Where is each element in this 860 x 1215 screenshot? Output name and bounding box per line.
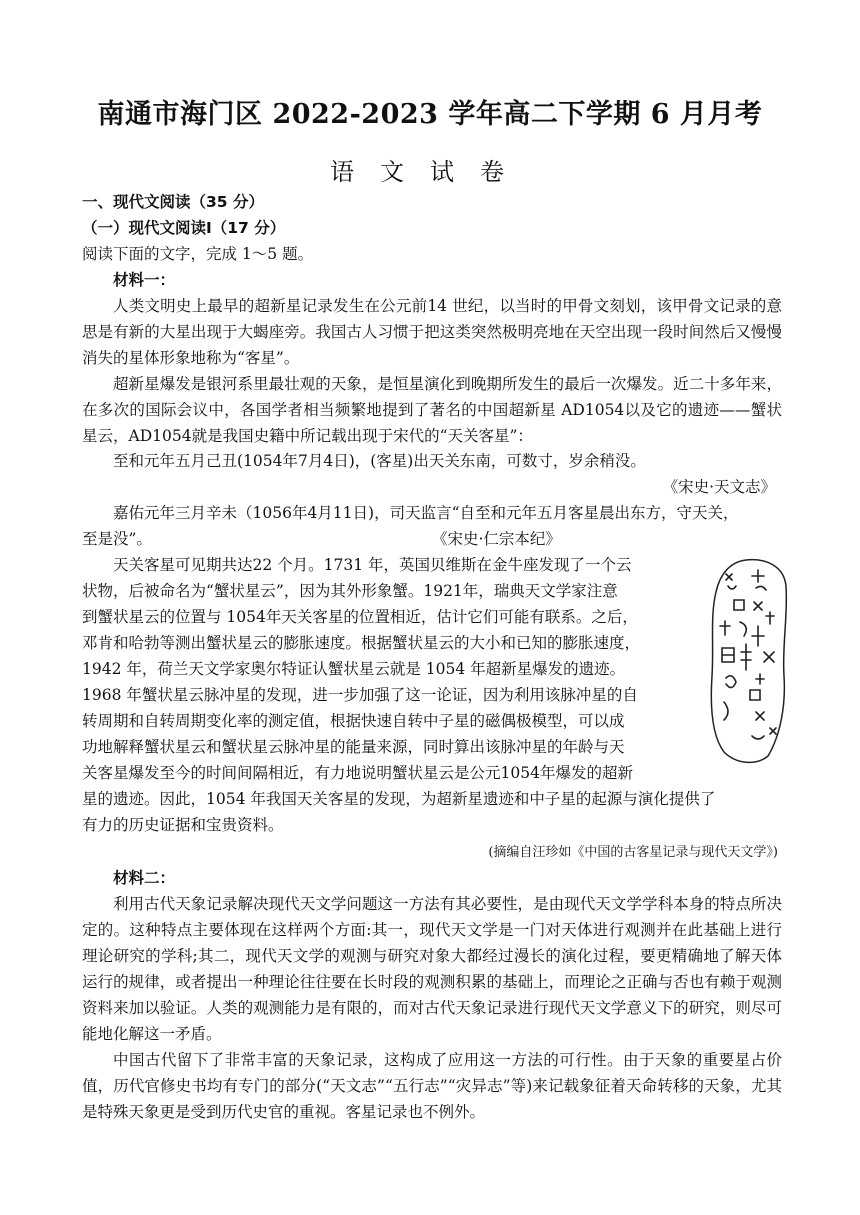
quote-songshi-renzong-line1: 嘉佑元年三月辛未（1056年4月11日)，司天监言“自至和元年五月客星晨出东方，守天关，	[113, 504, 739, 522]
material1-p3-line: 有力的历史证据和宝贵资料。	[82, 816, 284, 834]
material2-label: 材料二：	[113, 869, 176, 887]
material1-label: 材料一：	[113, 271, 176, 289]
quote-songshi-tianwenzhi: 至和元年五月己丑(1054年7月4日)，(客星)出天关东南，可数寸，岁余稍没。	[113, 452, 646, 470]
source-songshi-renzong: 《宋史·仁宗本纪》	[432, 530, 561, 548]
material1-p3-line: 关客星爆发至今的时间间隔相近，有力地说明蟹状星云是公元1054年爆发的超新	[82, 764, 633, 782]
material1-p3-line: 状物，后被命名为“蟹状星云”，因为其外形象蟹。1921年，瑞典天文学家注意	[82, 582, 618, 600]
material1-p3-line: 1942 年，荷兰天文学家奥尔特证认蟹状星云就是 1054 年超新星爆发的遗迹。	[82, 660, 626, 678]
material1-paragraph-1: 人类文明史上最早的超新星记录发生在公元前14 世纪，以当时的甲骨文刻划，该甲骨文记录的意思是有新的大星出现于大蝎座旁。我国古人习惯于把这类突然极明亮地在天空出现一段时间然后又慢慢消失的星体形象地称为“客星”。	[82, 297, 782, 367]
page-title: 南通市海门区 2022-2023 学年高二下学期 6 月月考	[97, 99, 763, 130]
quote-songshi-renzong-line2: 至是没”。	[82, 530, 152, 548]
oracle-bone-inscription-image	[706, 556, 790, 766]
material1-p3-line: 邓肯和哈勃等测出蟹状星云的膨胀速度。根据蟹状星云的大小和已知的膨胀速度，	[82, 634, 641, 652]
material1-citation: (摘编自汪珍如《中国的古客星记录与现代天文学》)	[488, 845, 778, 860]
source-songshi-tianwenzhi: 《宋史·天文志》	[662, 478, 776, 496]
material1-p3-line: 转周期和自转周期变化率的测定值，根据快速自转中子星的磁偶极模型，可以成	[82, 712, 625, 730]
page-subtitle: 语文试卷	[330, 158, 530, 186]
section-heading: 一、现代文阅读（35 分）	[82, 193, 264, 211]
instruction-text: 阅读下面的文字，完成 1～5 题。	[82, 245, 314, 263]
subsection-heading: （一）现代文阅读Ⅰ（17 分）	[82, 219, 286, 237]
material1-p3-line: 功地解释蟹状星云和蟹状星云脉冲星的能量来源，同时算出该脉冲星的年龄与天	[82, 738, 625, 756]
material2-paragraph-1: 利用古代天象记录解决现代天文学问题这一方法有其必要性，是由现代天文学学科本身的特点所决定的。这种特点主要体现在这样两个方面:其一，现代天文学是一门对天体进行观测并在此基础上进行理论研究的学科;其二，现代天文学的观测与研究对象大都经过漫长的演化过程，要更精确地了解天体运行的规律，或者提出一种理论往往要在长时段的观测积累的基础上，而理论之正确与否也有赖于观测资料来加以验证。人类的观测能力是有限的，而对古代天象记录进行现代天文学意义下的研究，则尽可能地化解这一矛盾。	[82, 895, 782, 1043]
material1-p3-line: 天关客星可见期共达22 个月。1731 年，英国贝维斯在金牛座发现了一个云	[113, 556, 632, 574]
material1-paragraph-2: 超新星爆发是银河系里最壮观的天象，是恒星演化到晚期所发生的最后一次爆发。近二十多年来，在多次的国际会议中，各国学者相当频繁地提到了著名的中国超新星 AD1054以及它的遗迹——蟹状星云，AD1054就是我国史籍中所记载出现于宋代的“天关客星”：	[82, 375, 782, 445]
material1-p3-line: 1968 年蟹状星云脉冲星的发现，进一步加强了这一论证，因为利用该脉冲星的自	[82, 686, 638, 704]
material2-paragraph-2: 中国古代留下了非常丰富的天象记录，这构成了应用这一方法的可行性。由于天象的重要星占价值，历代官修史书均有专门的部分(“天文志”“五行志”“灾异志”等)来记载象征着天命转移的天象，尤其是特殊天象更是受到历代史官的重视。客星记录也不例外。	[82, 1051, 782, 1121]
material1-p3-line: 星的遗迹。因此，1054 年我国天关客星的发现，为超新星遗迹和中子星的起源与演化提供了	[82, 790, 716, 808]
material1-p3-line: 到蟹状星云的位置与 1054年天关客星的位置相近，估计它们可能有联系。之后，	[82, 608, 638, 626]
